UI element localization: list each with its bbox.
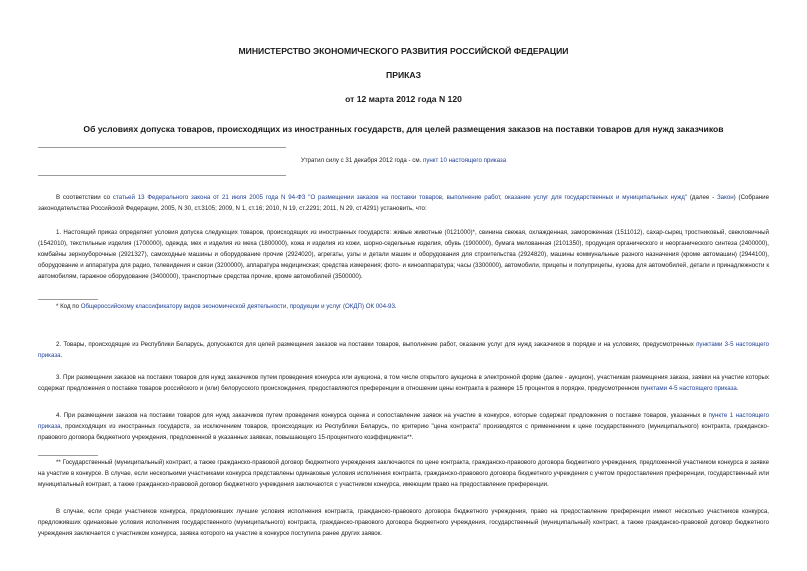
status-note-text: Утратил силу с 31 декабря 2012 года - см. xyxy=(300,157,423,164)
status-note xyxy=(38,156,769,166)
document-title: Об условиях допуска товаров, происходящих из иностранных государств, для целей размещения заказов на поставки товаров для нужд заказчиков xyxy=(83,124,724,134)
paragraph-2 xyxy=(38,340,769,362)
intro-text: (далее - xyxy=(687,194,717,201)
okdp-link[interactable]: Общероссийскому классификатору видов экономической деятельности, продукции и услуг (ОКДП) ОК 004-93 xyxy=(80,303,395,310)
divider xyxy=(38,175,286,176)
date-number-heading: от 12 марта 2012 года N 120 xyxy=(345,94,462,104)
points-4-5-link[interactable]: пунктами 4-5 настоящего приказа xyxy=(640,384,737,392)
divider xyxy=(38,147,286,148)
ministry-heading: МИНИСТЕРСТВО ЭКОНОМИЧЕСКОГО РАЗВИТИЯ РОССИЙСКОЙ ФЕДЕРАЦИИ xyxy=(238,46,569,56)
paragraph-text: , происходящих из иностранных государств, за исключением товаров, происходящих из Республики Беларусь, по критерию "цена контракта" производятся с применением к цене государственного (муниципального) контракта, гражданско-правового договора бюджетного учреждения, предложенной в указанных заявках, повышающего 15-процентного коэффициента**. xyxy=(38,422,769,441)
law-article-link[interactable]: статьей 13 Федерального закона от 21 июля 2005 года N 94-ФЗ "О размещении заказов на поставки товаров, выполнение работ, оказание услуг для государственных и муниципальных нужд" xyxy=(112,194,687,201)
intro-text: В соответствии со xyxy=(56,194,113,201)
paragraph-5: В случае, если среди участников конкурса, предложивших лучшие условия исполнения контракта, гражданско-правового договора бюджетного учреждения, право на предоставление преференции имеют несколько участников конкурса, предложивших одинаковые условия исполнения государственного (муниципального) контракта, гражданско-правового договора бюджетного учреждения, государственный (муниципальный) контракт, а также гражданско-правовой договор бюджетного учреждения заключается с участником конкурса, заявка которого на участие в конкурсе поступила ранее других заявок. xyxy=(38,508,769,537)
paragraph-text: . xyxy=(60,351,63,359)
law-link[interactable]: Закон xyxy=(716,194,734,201)
footnote-divider xyxy=(38,299,98,300)
points-3-5-link[interactable]: пунктами 3-5 настоящего приказа xyxy=(38,341,770,359)
intro-paragraph xyxy=(38,193,769,215)
doc-type-heading: ПРИКАЗ xyxy=(386,70,421,80)
footnote-text: . xyxy=(394,303,397,310)
paragraph-text: 4. При размещении заказов на поставки товаров для нужд заказчиков путем проведения конкурса оценка и сопоставление заявок на участие в конкурсе, которые содержат предложения о поставке товаров, указанных в xyxy=(56,412,709,419)
footnote-divider xyxy=(38,455,98,456)
paragraph-4 xyxy=(38,411,769,444)
paragraph-text: . xyxy=(736,384,739,392)
paragraph-1: 1. Настоящий приказ определяет условия допуска следующих товаров, происходящих из иностранных государств: живые животные (0121000)*, свинина свежая, охлажденная, замороженная (1511012), сахар-сырец тростниковый, свекловичный (1542010), текстильные изделия (1700000), одежда, мех и изделия из меха (1800000), кожа и изделия из кожи, шорно-седельные изделия, обувь (1900000), бумага мелованная (2101350), продукция органического и неорганического синтеза (2400000), комбайны зерноуборочные (2921327), самоходные машины и оборудование прочие (2924020), агрегаты, узлы и детали машин и оборудования для строительства (2924820), машины коммунальные разного назначения (кроме автомашин) (2944100), оборудование и аппаратура для радио, телевидения и связи (3200000), аппаратура медицинская; средства измерения; фото- и киноаппаратура; часы (3300000), автомобили, прицепы и полуприцепы, кузова для автомобилей, детали и принадлежности к автомобилям, гаражное оборудование (3400000), транспортные средства прочие, кроме автомобилей (3500000). xyxy=(38,229,769,280)
paragraph-3 xyxy=(38,373,769,395)
paragraph-text: 3. При размещении заказов на поставки товаров для нужд заказчиков путем проведения конкурса или аукциона, в том числе открытого аукциона в электронной форме (далее - аукцион), участникам размещения заказа, заявки на участие которых содержат предложения о поставке товаров российского и (или) белорусского происхождения, предоставляются преференции в отношении цены контракта в размере 15 процентов в порядке, предусмотренном xyxy=(38,374,769,392)
point-1-link[interactable]: пункте 1 настоящего приказа xyxy=(38,412,769,430)
footnote-1 xyxy=(38,302,769,313)
status-note-link[interactable]: пункт 10 настоящего приказа xyxy=(423,157,507,164)
footnote-2: ** Государственный (муниципальный) контракт, а также гражданско-правовой договор бюджетного учреждения заключаются по цене контракта, гражданско-правового договора бюджетного учреждения, предложенной участником конкурса в заявке на участие в конкурсе. В случае, если несколькими участниками конкурса представлены одинаковые условия исполнения контракта, гражданско-правового договора бюджетного учреждения с учетом предоставления преференции, государственный или муниципальный контракт, а также гражданско-правовой договор бюджетного учреждения заключаются с участником конкурса, имеющим право на предоставление преференции. xyxy=(38,459,769,488)
intro-text: ) (Собрание законодательства Российской Федерации, 2005, N 30, ст.3105; 2009, N 1, ст.16; 2010, N 19, ст.2291; 2011, N 29, ст.4291) установить, что: xyxy=(38,194,769,212)
footnote-text: * Код по xyxy=(56,303,81,310)
paragraph-text: 2. Товары, происходящие из Республики Беларусь, допускаются для целей размещения заказов на поставки товаров, выполнение работ, оказание услуг для нужд заказчиков в порядке и на условиях, предусмотренных xyxy=(56,341,697,348)
